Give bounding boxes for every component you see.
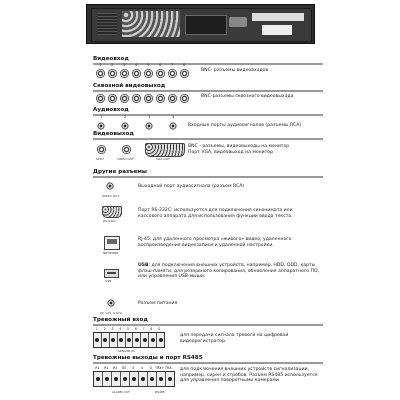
alarm-in-terminal-block	[93, 332, 165, 348]
alarm-out-caption: ALARM OUT	[112, 390, 130, 394]
terminal-label: 4	[119, 327, 122, 331]
divider	[93, 176, 323, 178]
terminal-screw-icon	[103, 372, 112, 386]
terminal-screw-icon	[166, 372, 174, 386]
bnc-connector-icon	[108, 94, 117, 103]
terminal-screw-icon	[110, 333, 118, 347]
channel-number: 6	[159, 63, 162, 67]
terminal-label: TRX-	[164, 366, 173, 370]
terminal-label: 8	[150, 327, 153, 331]
panel-bnc-block	[122, 11, 180, 37]
channel-number: 7	[171, 63, 174, 67]
panel-port-block	[185, 15, 227, 35]
usb-caption: USB	[105, 279, 112, 283]
terminal-screw-icon	[139, 372, 148, 386]
sensor-in-caption: SENSOR IN	[118, 349, 135, 353]
terminal-label: 4	[140, 366, 143, 370]
video-out-caption: VIDEO OUT	[117, 157, 134, 161]
video-in-description: BNC- разъемы видеовходов	[201, 68, 269, 73]
terminal-label: 1	[95, 327, 98, 331]
terminal-label: 5	[127, 327, 130, 331]
terminal-label: TRX+	[155, 366, 165, 370]
audio-out-caption: AUDIO OUT	[102, 194, 120, 198]
bnc-connector-icon	[180, 94, 189, 103]
network-description: RJ-45: для удаленного просмотра «живого» видео, удаленного воспроизведения видеозаписи и удаленной настройки.	[138, 237, 292, 248]
channel-number: 1	[100, 115, 103, 119]
audio-in-description: Входные порты аудиосигналов (разъемы RCA)	[188, 123, 302, 128]
bnc-connector-icon	[144, 94, 153, 103]
terminal-label: R1	[95, 366, 100, 370]
bnc-connector-icon	[156, 69, 165, 78]
rs232-description: Порт RS-232C: используется для подключения синонимата или кассового аппарата для использования функции ввода текста.	[138, 208, 293, 219]
terminal-label: R2	[113, 366, 118, 370]
terminal-screw-icon	[121, 372, 130, 386]
terminal-screw-icon	[112, 372, 121, 386]
rs232-port-icon	[102, 206, 122, 218]
channel-number: 4	[172, 115, 175, 119]
panel-fan-grille	[97, 13, 117, 35]
bnc-connector-icon	[168, 94, 177, 103]
bnc-connector-icon	[120, 69, 129, 78]
usb-description-text: : для подключения внешних устройств, например, HDD, ODD, карты флэш-памяти, для резервного копирования, обновления аппаратного ПО, или управления USB-мыши.	[138, 263, 320, 280]
divider	[93, 90, 323, 92]
vga-port-icon	[145, 143, 185, 157]
vga-out-caption: VGA OUT	[156, 157, 170, 161]
power-description: Разъем питания	[138, 301, 178, 306]
rca-connector-icon	[121, 122, 129, 130]
terminal-screw-icon	[130, 372, 139, 386]
terminal-label: 3	[111, 327, 114, 331]
terminal-screw-icon	[157, 333, 164, 347]
rca-connector-icon	[145, 122, 153, 130]
terminal-label: G	[149, 366, 152, 370]
channel-number: 3	[148, 115, 151, 119]
network-port-icon	[104, 236, 120, 250]
bnc-connector-icon	[97, 145, 106, 154]
divider	[93, 138, 323, 140]
section-title-video-in: Видеовход	[93, 56, 129, 62]
alarm-in-description: для передачи сигнала тревоги на цифровой видеорегистратор.	[180, 333, 289, 344]
section-title-video-out: Видеовыход	[93, 131, 134, 137]
section-title-loop-out: Сквозной видеовыход	[93, 83, 166, 89]
terminal-screw-icon	[157, 372, 166, 386]
bnc-connector-icon	[120, 94, 129, 103]
channel-number: 2	[111, 63, 114, 67]
section-title-audio-in: Аудиовход	[93, 107, 129, 113]
divider	[93, 362, 323, 364]
network-port-slot	[107, 239, 117, 244]
bnc-connector-icon	[108, 69, 117, 78]
section-title-alarm-out: Тревожные выходы и порт RS485	[93, 355, 203, 361]
terminal-screw-icon	[126, 333, 134, 347]
network-caption: NETWORK	[103, 251, 119, 255]
usb-description	[138, 263, 323, 280]
section-title-alarm-in: Тревожный вход	[93, 317, 148, 323]
bnc-connector-icon	[144, 69, 153, 78]
terminal-label: R2	[121, 366, 127, 370]
channel-number: 1	[99, 63, 102, 67]
power-caption: DC 12V, 6.67A	[100, 311, 122, 315]
terminal-screw-icon	[148, 372, 157, 386]
video-out-description-1: BNC - разъемы, видеовыходы на монитор	[188, 144, 290, 149]
panel-terminal-strip	[252, 13, 304, 21]
channel-number: 8	[183, 63, 186, 67]
bnc-connector-icon	[168, 69, 177, 78]
divider	[93, 63, 323, 65]
rs232-caption: RS-232C	[103, 219, 116, 223]
terminal-label: 2	[103, 327, 106, 331]
loop-out-description: BNC-разъемы сквозного видеовыхода	[201, 94, 294, 99]
terminal-screw-icon	[141, 333, 149, 347]
channel-number: 3	[123, 63, 126, 67]
panel-power-label	[262, 25, 292, 35]
section-title-other: Другие разъемы	[93, 169, 147, 175]
spot-caption: SPOT	[96, 157, 104, 161]
rca-connector-icon	[97, 122, 105, 130]
bnc-connector-icon	[180, 69, 189, 78]
terminal-screw-icon	[102, 333, 110, 347]
alarm-out-description: для подключения внешних устройств сигнализации, например, сирен и стробов. Разъем RS485 используется для управления поворотными камерами	[180, 367, 318, 384]
terminal-screw-icon	[94, 333, 102, 347]
rca-connector-icon	[106, 182, 114, 190]
alarm-out-terminal-block	[93, 371, 175, 387]
terminal-screw-icon	[133, 333, 141, 347]
power-connector-icon	[107, 299, 115, 307]
terminal-label: 7	[142, 327, 145, 331]
audio-out-description: Выходной порт аудиосигнала (разъем RCA)	[138, 184, 245, 189]
channel-number: 2	[124, 115, 127, 119]
dvr-rear-panel	[86, 4, 315, 44]
terminal-screw-icon	[94, 372, 103, 386]
terminal-label: 3	[131, 366, 134, 370]
usb-port-icon	[104, 269, 119, 278]
rca-connector-icon	[169, 122, 177, 130]
bnc-connector-icon	[96, 69, 105, 78]
terminal-label: R1	[104, 366, 109, 370]
divider	[93, 324, 323, 326]
bnc-connector-icon	[132, 69, 141, 78]
terminal-label: 6	[134, 327, 137, 331]
bnc-connector-icon	[132, 94, 141, 103]
bnc-connector-icon	[96, 94, 105, 103]
bnc-connector-icon	[156, 94, 165, 103]
usb-port-tongue	[107, 272, 116, 274]
terminal-screw-icon	[118, 333, 126, 347]
divider	[93, 114, 323, 116]
video-out-description-2: Порт VGA, видеовыход на монитор	[188, 150, 274, 155]
terminal-label: G	[157, 327, 161, 331]
panel-vga-port	[229, 17, 247, 27]
rs485-caption: RS485	[155, 390, 165, 394]
usb-bold-label: USB	[138, 263, 149, 268]
terminal-screw-icon	[149, 333, 157, 347]
bnc-connector-icon	[122, 145, 131, 154]
channel-number: 4	[135, 63, 138, 67]
channel-number: 5	[147, 63, 150, 67]
